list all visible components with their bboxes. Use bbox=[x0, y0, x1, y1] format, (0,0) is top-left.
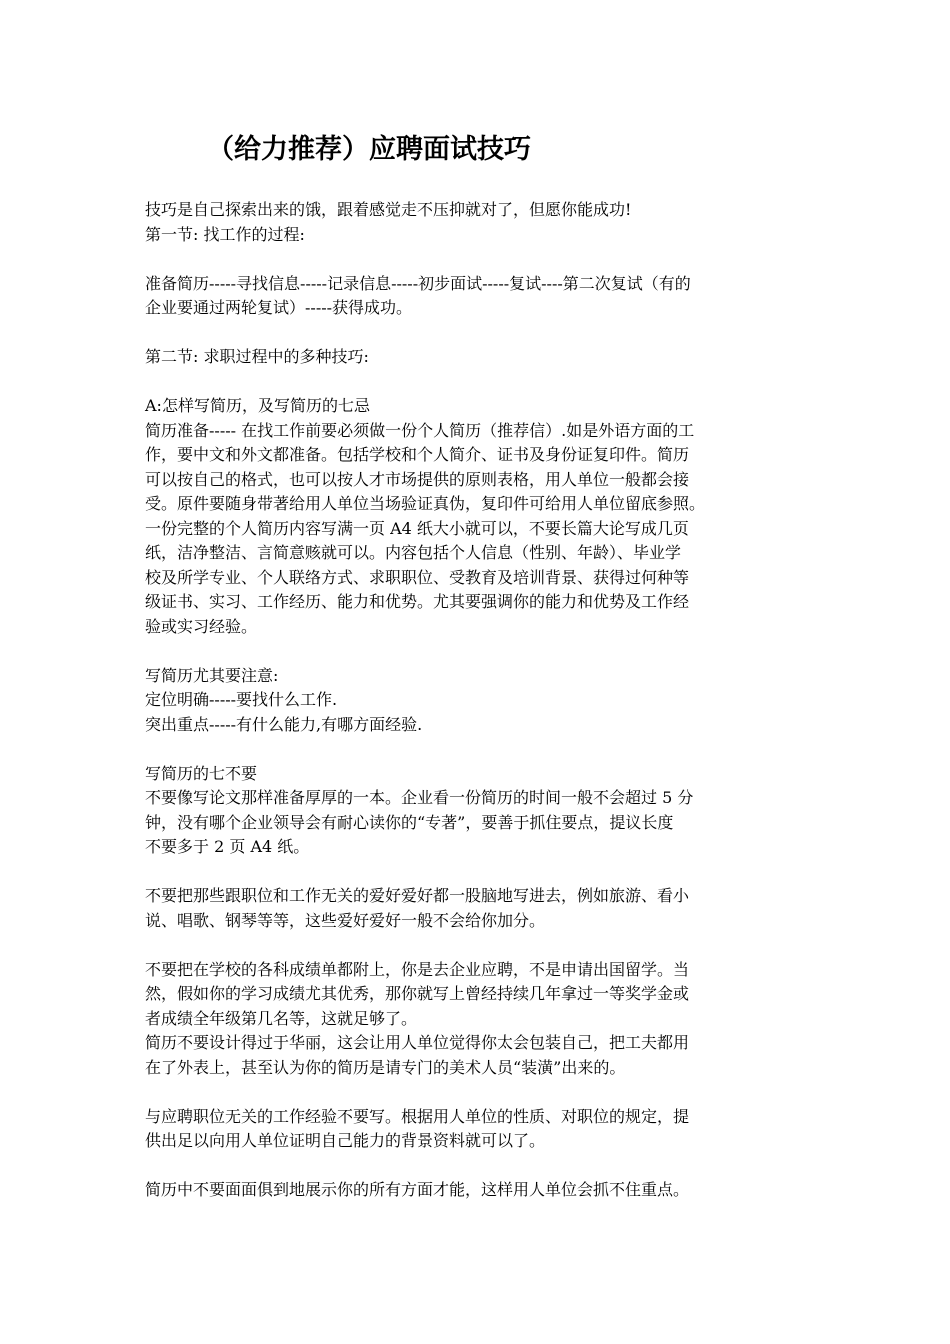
text-line: 然，假如你的学习成绩尤其优秀，那你就写上曾经持续几年拿过一等奖学金或 bbox=[145, 984, 690, 1003]
text-line: 简历不要设计得过于华丽，这会让用人单位觉得你太会包装自己，把工夫都用 bbox=[145, 1033, 690, 1052]
text-line: 与应聘职位无关的工作经验不要写。根据用人单位的性质、对职位的规定，提 bbox=[145, 1106, 690, 1126]
text-line: 受。原件要随身带著给用人单位当场验证真伪，复印件可给用人单位留底参照。 bbox=[145, 494, 706, 513]
text-line: 准备简历-----寻找信息-----记录信息-----初步面试-----复试----第二次复试（有的 bbox=[145, 273, 691, 293]
text-line: 不要把在学校的各科成绩单都附上，你是去企业应聘，不是申请出国留学。当 bbox=[145, 959, 690, 979]
text-line: 纸，洁净整洁、言简意赅就可以。内容包括个人信息（性别、年龄）、毕业学 bbox=[145, 543, 682, 562]
text-line: 在了外表上，甚至认为你的简历是请专门的美术人员“装潢”出来的。 bbox=[145, 1057, 626, 1077]
text-line: 企业要通过两轮复试）-----获得成功。 bbox=[145, 298, 413, 317]
text-line: 者成绩全年级第几名等，这就足够了。 bbox=[145, 1008, 418, 1028]
blank-line bbox=[145, 321, 825, 346]
text-line: 作，要中文和外文都准备。包括学校和个人简介、证书及身份证复印件。简历 bbox=[145, 445, 690, 464]
blank-line bbox=[145, 247, 825, 272]
blank-line bbox=[145, 860, 825, 885]
text-line: 钟，没有哪个企业领导会有耐心读你的“专著”，要善于抓住要点，提议长度 bbox=[145, 812, 674, 832]
text-line: 说、唱歌、钢琴等等，这些爱好爱好一般不会给你加分。 bbox=[145, 910, 546, 930]
text-line: 可以按自己的格式，也可以按人才市场提供的原则表格，用人单位一般都会接 bbox=[145, 469, 690, 489]
text-line: 级证书、实习、工作经历、能力和优势。尤其要强调你的能力和优势及工作经 bbox=[145, 592, 690, 611]
text-line: 不要像写论文那样准备厚厚的一本。企业看一份简历的时间一般不会超过 5 分 bbox=[145, 788, 694, 807]
text-line: 不要多于 2 页 A4 纸。 bbox=[145, 837, 310, 856]
text-line: 写简历尤其要注意: bbox=[145, 665, 279, 685]
text-line: 校及所学专业、个人联络方式、求职职位、受教育及培训背景、获得过何种等 bbox=[145, 567, 690, 587]
document-body bbox=[145, 198, 825, 1203]
document-title: （给力推荐）应聘面试技巧 bbox=[207, 134, 531, 165]
blank-line bbox=[145, 1154, 825, 1179]
text-line: 验或实习经验。 bbox=[145, 616, 258, 636]
text-line: 写简历的七不要 bbox=[145, 763, 258, 783]
text-line: 技巧是自己探索出来的饿，跟着感觉走不压抑就对了，但愿你能成功! bbox=[145, 200, 632, 219]
blank-line bbox=[145, 639, 825, 664]
text-line: 定位明确-----要找什么工作. bbox=[145, 690, 338, 709]
blank-line bbox=[145, 1080, 825, 1105]
text-line: 简历中不要面面俱到地展示你的所有方面才能，这样用人单位会抓不住重点。 bbox=[145, 1180, 690, 1199]
blank-line bbox=[145, 737, 825, 762]
text-line: 供出足以向用人单位证明自己能力的背景资料就可以了。 bbox=[145, 1131, 546, 1150]
text-line: 不要把那些跟职位和工作无关的爱好爱好都一股脑地写进去，例如旅游、看小 bbox=[145, 886, 690, 905]
text-line: 第一节: 找工作的过程: bbox=[145, 224, 305, 244]
text-line: 第二节: 求职过程中的多种技巧: bbox=[145, 347, 369, 366]
text-line: 一份完整的个人简历内容写满一页 A4 纸大小就可以，不要长篇大论写成几页 bbox=[145, 518, 689, 538]
blank-line bbox=[145, 370, 825, 395]
text-line: 突出重点-----有什么能力,有哪方面经验. bbox=[145, 714, 423, 734]
blank-line bbox=[145, 933, 825, 958]
text-line: A:怎样写简历，及写简历的七忌 bbox=[145, 396, 370, 415]
text-line: 简历准备----- 在找工作前要必须做一份个人简历（推荐信）.如是外语方面的工 bbox=[145, 420, 695, 440]
